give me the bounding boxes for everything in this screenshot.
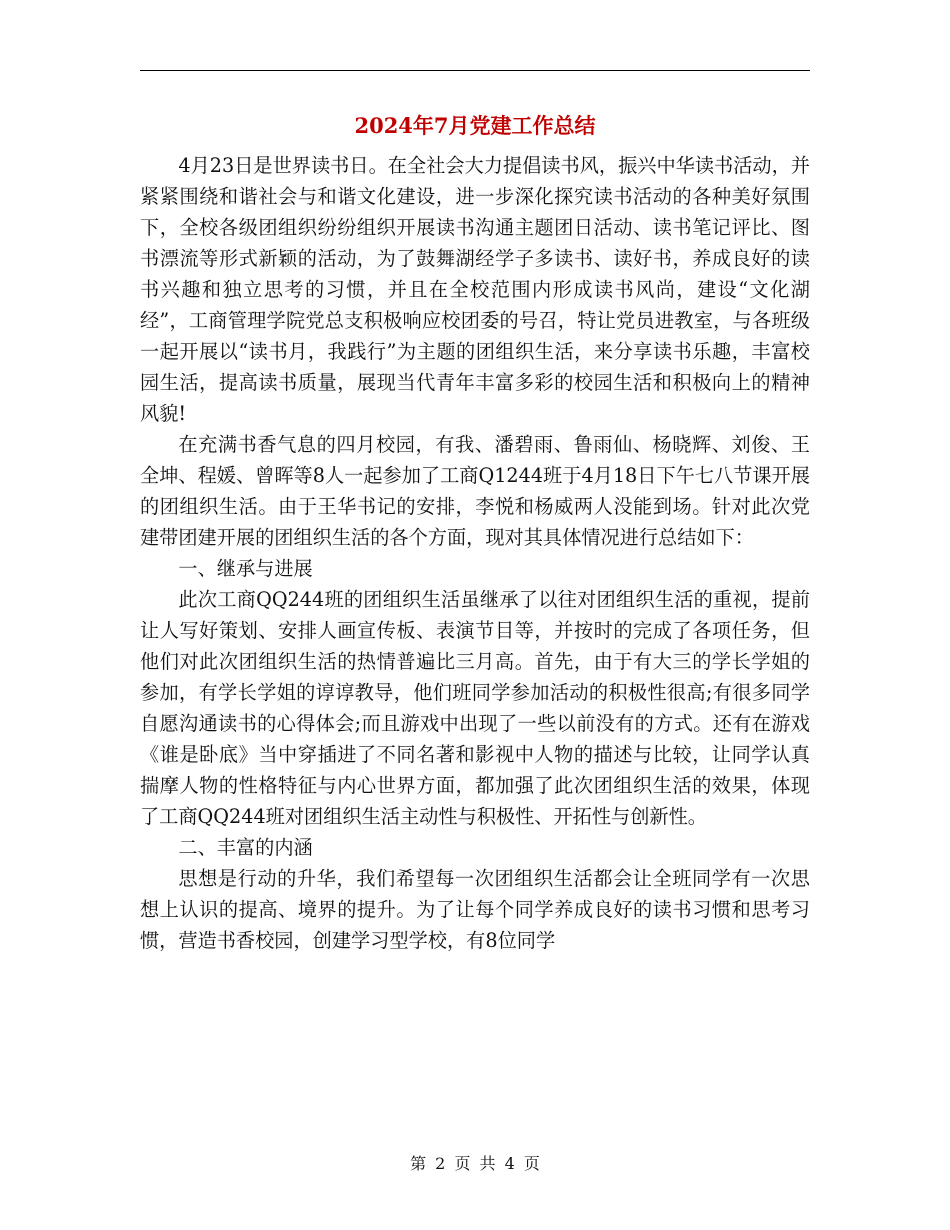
- paragraph-inheritance: 此次工商QQ244班的团组织生活虽继承了以往对团组织生活的重视，提前让人写好策划、安排人画宣传板、表演节目等，并按时的完成了各项任务，但他们对此次团组织生活的热情普遍比三月高。首先，由于有大三的学长学姐的参加，有学长学姐的谆谆教导，他们班同学参加活动的积极性很高;有很多同学自愿沟通读书的心得体会;而且游戏中出现了一些以前没有的方式。还有在游戏《谁是卧底》当中穿插进了不同名著和影视中人物的描述与比较，让同学认真揣摩人物的性格特征与内心世界方面，都加强了此次团组织生活的效果，体现了工商QQ244班对团组织生活主动性与积极性、开拓性与创新性。: [140, 588, 810, 828]
- section-heading-inheritance: 一、继承与进展: [178, 557, 313, 580]
- document-title: 2024年7月党建工作总结: [354, 113, 596, 138]
- page-number-footer: 第 2 页 共 4 页: [410, 1154, 540, 1173]
- section-heading-content: 二、丰富的内涵: [178, 836, 313, 859]
- paragraph-content: 思想是行动的升华，我们希望每一次团组织生活都会让全班同学有一次思想上认识的提高、境界的提升。为了让每个同学养成良好的读书习惯和思考习惯，营造书香校园，创建学习型学校，有8位同学: [140, 867, 810, 952]
- paragraph-intro: 4月23日是世界读书日。在全社会大力提倡读书风，振兴中华读书活动，并紧紧围绕和谐社会与和谐文化建设，进一步深化探究读书活动的各种美好氛围下，全校各级团组织纷纷组织开展读书沟通主题团日活动、读书笔记评比、图书漂流等形式新颖的活动，为了鼓舞湖经学子多读书、读好书，养成良好的读书兴趣和独立思考的习惯，并且在全校范围内形成读书风尚，建设“文化湖经”，工商管理学院党总支积极响应校团委的号召，特让党员进教室，与各班级一起开展以“读书月，我践行”为主题的团组织生活，来分享读书乐趣，丰富校园生活，提高读书质量，展现当代青年丰富多彩的校园生活和积极向上的精神风貌!: [140, 154, 810, 425]
- paragraph-participants: 在充满书香气息的四月校园，有我、潘碧雨、鲁雨仙、杨晓辉、刘俊、王全坤、程媛、曾晖等8人一起参加了工商Q1244班于4月18日下午七八节课开展的团组织生活。由于王华书记的安排，李悦和杨威两人没能到场。针对此次党建带团建开展的团组织生活的各个方面，现对其具体情况进行总结如下：: [140, 433, 810, 549]
- header-rule: [140, 70, 810, 71]
- document-body: [140, 150, 810, 956]
